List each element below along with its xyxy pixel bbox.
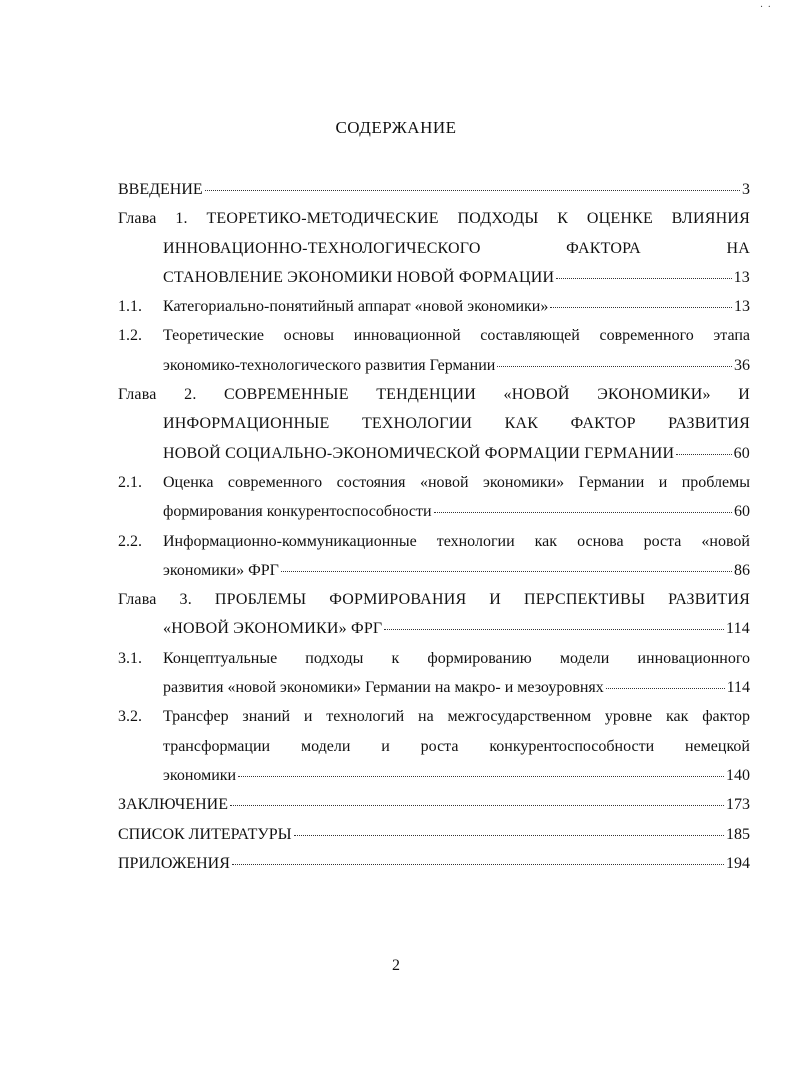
toc-page-number: 60 <box>734 503 750 521</box>
dot-leader <box>434 496 732 513</box>
toc-page-number: 140 <box>726 766 750 784</box>
toc-entry-section-2-1[interactable] <box>118 468 750 527</box>
toc-entry-line: трансформации модели и роста конкурентоспособности немецкой <box>163 737 750 755</box>
section-number: 2.1. <box>118 473 142 491</box>
toc-entry-line: Оценка современного состояния «новой экономики» Германии и проблемы <box>163 473 750 491</box>
toc-page-number: 36 <box>734 356 750 374</box>
dot-leader <box>676 438 731 455</box>
toc-page-number: 185 <box>726 825 750 843</box>
toc-entry-line: экономико-технологического развития Германии <box>163 356 496 374</box>
dot-leader <box>550 291 732 308</box>
toc-entry-line: формирования конкурентоспособности <box>163 503 432 521</box>
toc-page-number: 173 <box>726 796 750 814</box>
toc-page-number: 86 <box>734 561 750 579</box>
toc-entry-chapter-1[interactable] <box>118 204 750 292</box>
toc-entry-line: Теоретические основы инновационной составляющей современного этапа <box>163 327 750 345</box>
toc-entry-title: ЗАКЛЮЧЕНИЕ <box>118 796 228 814</box>
toc-entry-chapter-2[interactable] <box>118 380 750 468</box>
dot-leader <box>281 555 732 572</box>
section-number: 1.1. <box>118 298 142 316</box>
toc-entry-line: Глава 1. ТЕОРЕТИКО-МЕТОДИЧЕСКИЕ ПОДХОДЫ К ОЦЕНКЕ ВЛИЯНИЯ <box>118 210 750 228</box>
toc-page-number: 114 <box>726 679 750 697</box>
toc-entry-line: Глава 3. ПРОБЛЕМЫ ФОРМИРОВАНИЯ И ПЕРСПЕКТИВЫ РАЗВИТИЯ <box>118 591 750 609</box>
toc-page-number: 13 <box>733 268 750 286</box>
toc-entry-conclusion[interactable] <box>118 790 750 819</box>
toc-entry-line: Концептуальные подходы к формированию модели инновационного <box>163 649 750 667</box>
toc-entry-line: Информационно-коммуникационные технологии как основа роста «новой <box>163 532 750 550</box>
dot-leader <box>497 350 732 367</box>
section-number: 3.1. <box>118 649 142 667</box>
toc-entry-title: СПИСОК ЛИТЕРАТУРЫ <box>118 825 292 843</box>
toc-page-number: 114 <box>725 620 750 638</box>
toc-page-number: 194 <box>726 854 750 872</box>
toc-entry-section-2-2[interactable] <box>118 527 750 586</box>
toc-entry-section-1-1[interactable] <box>118 292 750 321</box>
page-title: СОДЕРЖАНИЕ <box>335 118 457 137</box>
toc-entry-line: ИННОВАЦИОННО-ТЕХНОЛОГИЧЕСКОГО ФАКТОРА НА <box>163 239 750 257</box>
scan-mark: · · <box>759 2 772 13</box>
toc-entry-line: Трансфер знаний и технологий на межгосударственном уровне как фактор <box>163 708 750 726</box>
toc-entry-title: ПРИЛОЖЕНИЯ <box>118 854 230 872</box>
toc-entry-title: Категориально-понятийный аппарат «новой экономики» <box>163 298 549 316</box>
toc-page-number: 13 <box>734 298 750 316</box>
toc-entry-line: ИНФОРМАЦИОННЫЕ ТЕХНОЛОГИИ КАК ФАКТОР РАЗВИТИЯ <box>163 415 750 433</box>
toc-entry-appendices[interactable] <box>118 849 750 878</box>
dot-leader <box>384 613 724 630</box>
toc-entry-references[interactable] <box>118 820 750 849</box>
toc-entry-line: экономики <box>163 766 237 784</box>
toc-entry-section-1-2[interactable] <box>118 321 750 380</box>
toc-entry-chapter-3[interactable] <box>118 585 750 644</box>
dot-leader <box>232 848 724 865</box>
dot-leader <box>205 174 740 191</box>
section-number: 2.2. <box>118 532 142 550</box>
dot-leader <box>238 760 724 777</box>
toc-entry-section-3-2[interactable] <box>118 702 750 790</box>
toc-entry-section-3-1[interactable] <box>118 644 750 703</box>
toc-entry-line: НОВОЙ СОЦИАЛЬНО-ЭКОНОМИЧЕСКОЙ ФОРМАЦИИ ГЕРМАНИИ <box>163 444 675 462</box>
section-number: 3.2. <box>118 708 142 726</box>
page-number: 2 <box>392 957 400 974</box>
toc-entry-line: Глава 2. СОВРЕМЕННЫЕ ТЕНДЕНЦИИ «НОВОЙ ЭКОНОМИКИ» И <box>118 386 750 404</box>
toc-entry-line: СТАНОВЛЕНИЕ ЭКОНОМИКИ НОВОЙ ФОРМАЦИИ <box>163 268 555 286</box>
toc-entry-line: экономики» ФРГ <box>163 561 279 579</box>
dot-leader <box>556 262 731 279</box>
toc-entry-line: развития «новой экономики» Германии на макро- и мезоуровнях <box>163 679 604 697</box>
dot-leader <box>606 672 725 689</box>
dot-leader <box>230 789 724 806</box>
section-number: 1.2. <box>118 327 142 345</box>
toc-entry-title: ВВЕДЕНИЕ <box>118 181 203 198</box>
dot-leader <box>294 819 724 836</box>
toc-entry-line: «НОВОЙ ЭКОНОМИКИ» ФРГ <box>163 620 383 638</box>
toc-page-number: 3 <box>742 181 750 198</box>
table-of-contents <box>118 175 750 878</box>
toc-entry-intro[interactable] <box>118 175 750 204</box>
toc-page-number: 60 <box>733 444 750 462</box>
